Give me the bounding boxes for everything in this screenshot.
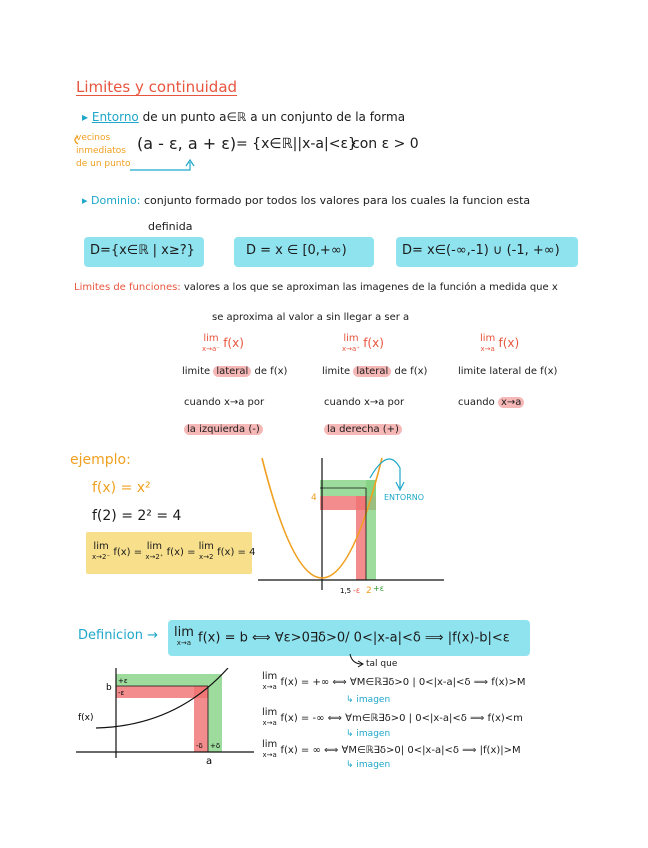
entorno-text: de un punto a∈ℝ a un conjunto de la forma [142, 110, 406, 124]
dominio-text: conjunto formado por todos los valores para los cuales la funcion esta [143, 194, 531, 207]
x-label-minus-eps: -ε [353, 586, 361, 595]
dominio-label: Dominio: [91, 194, 141, 207]
lim-left-l2: cuando x→a por [184, 397, 265, 408]
entorno-graph-label: ENTORNO [384, 493, 425, 502]
bullet-icon: ▸ [82, 110, 89, 124]
ejemplo-limit: lim x→2⁻ f(x) = lim x→2⁺ f(x) = lim x→2 f(x) = 4 [92, 541, 256, 561]
entorno-line [82, 110, 405, 124]
definicion-formula: lim x→a f(x) = b ⟺ ∀ε>0∃δ>0/ 0<|x-a|<δ ⟹ |f(x)-b|<ε [174, 625, 510, 647]
domain-example-1: D={x∈ℝ | x≥?} [90, 243, 195, 258]
plus-delta-label: +δ [210, 742, 221, 750]
x-label-plus-eps: +ε [373, 584, 385, 593]
a-label: a [206, 756, 213, 767]
bullet-icon: ▸ [82, 194, 88, 207]
x-label-2: 2 [366, 586, 372, 596]
side-note-3: de un punto [76, 159, 131, 169]
lim-func: f(x) [223, 336, 244, 350]
page-title: Limites y continuidad [76, 78, 238, 96]
parabola-graph [248, 448, 448, 608]
rule-plus-inf-note: ↳ imagen [346, 695, 391, 705]
lim-right-l1: limite lateral de f(x) [458, 366, 558, 377]
limites-text2: se aproxima al valor a sin llegar a ser a [212, 312, 410, 323]
limites-label: Limites de funciones: [74, 282, 181, 293]
lim-mid-l2: cuando x→a por [324, 397, 405, 408]
lim-left-l3: la izquierda (-) [184, 424, 263, 435]
x-label-1-5: 1,5 [340, 587, 352, 595]
ejemplo-f2: f(2) = 2² = 4 [92, 508, 182, 524]
minus-eps-label: -ε [118, 689, 125, 697]
rule-minus-inf: lim x→a f(x) = -∞ ⟺ ∀m∈ℝ∃δ>0 | 0<|x-a|<δ ⟹ f(x)<m [262, 707, 523, 727]
plus-eps-label: +ε [118, 677, 128, 685]
lim-col-left [198, 334, 244, 354]
rule-inf: lim x→a f(x) = ∞ ⟺ ∀M∈ℝ∃δ>0| 0<|x-a|<δ ⟹ |f(x)|>M [262, 739, 521, 759]
lim-col-right [480, 334, 519, 354]
lim-func: f(x) [363, 336, 384, 350]
lim-func: f(x) [498, 336, 520, 350]
entorno-condition: con ε > 0 [352, 136, 419, 152]
domain-example-3: D= x∈(-∞,-1) ∪ (-1, +∞) [402, 243, 560, 258]
entorno-label: Entorno [91, 110, 139, 124]
lim-right-l2: cuando x→a [458, 397, 524, 408]
entorno-interval: (a - ε, a + ε) [137, 134, 237, 153]
dominio-text2: definida [148, 220, 193, 233]
rule-plus-inf: lim x→a f(x) = +∞ ⟺ ∀M∈ℝ∃δ>0 | 0<|x-a|<δ ⟹ f(x)>M [262, 671, 526, 691]
lim-col-mid [342, 334, 384, 354]
lim-mid-l1: limite lateral de f(x) [322, 366, 428, 377]
tal-que-label: tal que [366, 659, 398, 669]
rule-minus-inf-note: ↳ imagen [346, 729, 391, 739]
ejemplo-label: ejemplo: [70, 452, 131, 468]
domain-example-2: D = x ∈ [0,+∞) [246, 243, 347, 258]
lim-symbol: lim x→a⁻ [202, 333, 220, 353]
b-label: b [106, 683, 112, 693]
lim-left-l1: limite lateral de f(x) [182, 366, 288, 377]
dominio-line [82, 194, 530, 207]
definicion-label: Definicion → [78, 628, 159, 643]
rule-inf-note: ↳ imagen [346, 760, 391, 770]
side-note-2: inmediatos [76, 146, 126, 156]
lim-symbol: lim x→a⁺ [342, 333, 360, 353]
limites-line [74, 282, 558, 293]
fx-label: f(x) [78, 713, 94, 723]
definition-graph [76, 668, 256, 768]
minus-delta-label: -δ [196, 742, 203, 750]
entorno-set: = {x∈ℝ||x-a|<ε} [236, 136, 357, 152]
side-note-1: vecinos [76, 133, 111, 143]
lim-symbol: lim x→a [480, 333, 496, 353]
ejemplo-fx: f(x) = x² [92, 480, 151, 496]
limites-text: valores a los que se aproximan las imagenes de la función a medida que x [183, 282, 558, 293]
lim-mid-l3: la derecha (+) [324, 424, 402, 435]
y-label-4: 4 [311, 493, 317, 503]
